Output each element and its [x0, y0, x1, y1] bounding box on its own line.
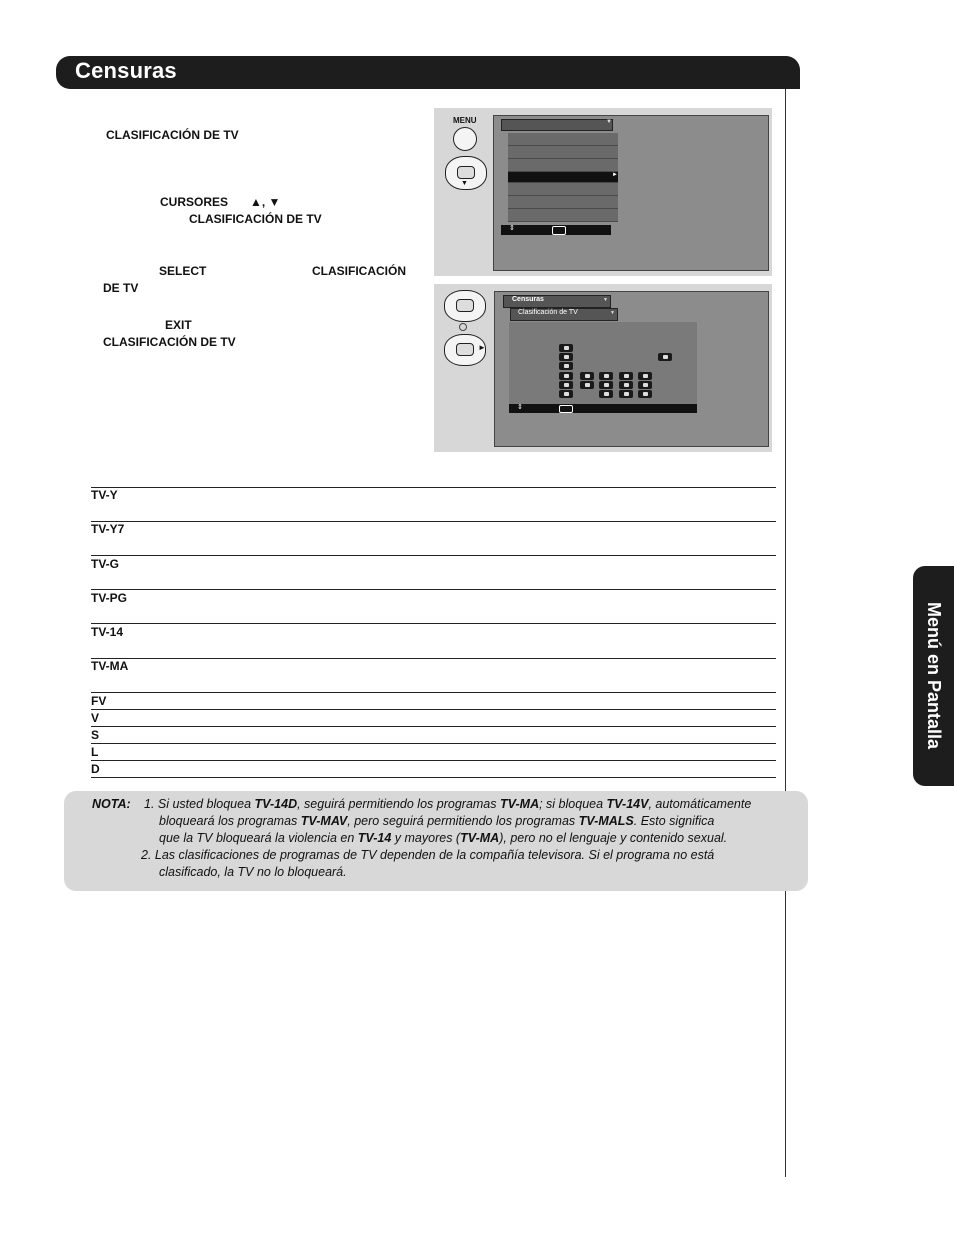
content-code-label: L — [91, 745, 99, 759]
screen1-menu-item — [508, 196, 618, 209]
content-code-label: S — [91, 728, 100, 742]
lock-icon — [599, 390, 613, 398]
select-button-icon — [457, 166, 475, 179]
lock-icon — [559, 372, 573, 380]
lock-icon — [619, 372, 633, 380]
table-divider — [91, 777, 776, 778]
screen2-dropdown-icon: ▼ — [603, 297, 608, 303]
table-divider — [91, 726, 776, 727]
rating-label: TV-Y7 — [91, 522, 125, 536]
down-arrow-icon: ▼ — [461, 180, 468, 187]
side-tab-label: Menú en Pantalla — [924, 602, 944, 750]
instruction-arrows: ▲, ▼ — [250, 195, 281, 209]
screen1-menu-item — [508, 183, 618, 196]
lock-icon — [619, 381, 633, 389]
screen1-menu-item-selected — [508, 172, 618, 183]
screen1-select-icon — [552, 226, 566, 235]
right-divider — [785, 89, 786, 1177]
lock-icon — [580, 372, 594, 380]
lock-icon — [559, 353, 573, 361]
note-1-line-3: que la TV bloqueará la violencia en TV-14 y mayores (TV-MA), pero no el lenguaje y contenido sexual. — [159, 831, 728, 845]
note-1-line-1: 1. Si usted bloquea TV-14D, seguirá permitiendo los programas TV-MA; si bloquea TV-14V, automáticamente — [144, 797, 752, 811]
screen1-move-icon: ⇕ — [509, 225, 515, 232]
page-title: Censuras — [75, 58, 177, 83]
screen1-menu-bar — [501, 119, 613, 131]
side-tab-label-wrap — [913, 566, 954, 786]
table-divider — [91, 623, 776, 624]
screen1-menu-item — [508, 146, 618, 159]
select-button-icon — [456, 343, 474, 356]
rating-label: TV-Y — [91, 488, 118, 502]
right-arrow-icon: ► — [478, 343, 486, 352]
table-divider — [91, 521, 776, 522]
screen1-menu-item — [508, 133, 618, 146]
lock-icon — [559, 390, 573, 398]
note-label: NOTA: — [92, 797, 131, 811]
screen2-menu-title: Censuras — [512, 296, 544, 303]
lock-icon — [638, 381, 652, 389]
lock-icon — [559, 344, 573, 352]
content-code-label: D — [91, 762, 100, 776]
rating-label: TV-G — [91, 557, 120, 571]
note-1-line-2: bloqueará los programas TV-MAV, pero seguirá permitiendo los programas TV-MALS. Esto significa — [159, 814, 715, 828]
note-2-line-2: clasificado, la TV no lo bloqueará. — [159, 865, 347, 879]
screen1-menu-item — [508, 209, 618, 222]
content-code-label: V — [91, 711, 100, 725]
instruction-line-3: CLASIFICACIÓN DE TV — [103, 335, 236, 349]
note-2-line-1: 2. Las clasificaciones de programas de TV dependen de la compañía televisora. Si el programa no está — [141, 848, 715, 862]
table-divider — [91, 709, 776, 710]
table-divider — [91, 555, 776, 556]
lock-icon — [559, 381, 573, 389]
lock-icon — [638, 390, 652, 398]
table-divider — [91, 658, 776, 659]
menu-button-label: MENU — [453, 116, 477, 125]
instruction-select: SELECT — [159, 264, 207, 278]
lock-icon — [580, 381, 594, 389]
screen1-dropdown-icon: ▼ — [606, 119, 612, 125]
rating-label: TV-MA — [91, 659, 129, 673]
instruction-clasif-b: DE TV — [103, 281, 139, 295]
table-divider — [91, 760, 776, 761]
instruction-line-2: CLASIFICACIÓN DE TV — [189, 212, 322, 226]
lock-icon — [599, 381, 613, 389]
lock-icon — [599, 372, 613, 380]
screen2-move-icon: ⇕ — [517, 404, 523, 411]
screen2-help-bar — [509, 404, 697, 413]
content-code-label: FV — [91, 694, 107, 708]
instruction-exit: EXIT — [165, 318, 192, 332]
instruction-cursores: CURSORES — [160, 195, 229, 209]
lock-icon — [658, 353, 672, 361]
select-button-icon — [456, 299, 474, 312]
lock-icon — [559, 362, 573, 370]
lock-icon — [638, 372, 652, 380]
instruction-clasif-a: CLASIFICACIÓN — [312, 264, 406, 278]
screen1-menu-item — [508, 159, 618, 172]
menu-button-icon — [453, 127, 477, 151]
instruction-line-1: CLASIFICACIÓN DE TV — [106, 128, 239, 142]
table-divider — [91, 487, 776, 488]
rating-label: TV-PG — [91, 591, 128, 605]
table-divider — [91, 743, 776, 744]
rating-label: TV-14 — [91, 625, 124, 639]
screen2-submenu-title: Clasificación de TV — [518, 309, 578, 316]
table-divider — [91, 692, 776, 693]
screen2-dropdown-icon: ▼ — [610, 310, 615, 316]
lock-icon — [619, 390, 633, 398]
screen2-select-icon — [559, 405, 573, 413]
step-dot-icon — [459, 323, 467, 331]
screen1-right-arrow-icon: ► — [612, 172, 618, 178]
table-divider — [91, 589, 776, 590]
